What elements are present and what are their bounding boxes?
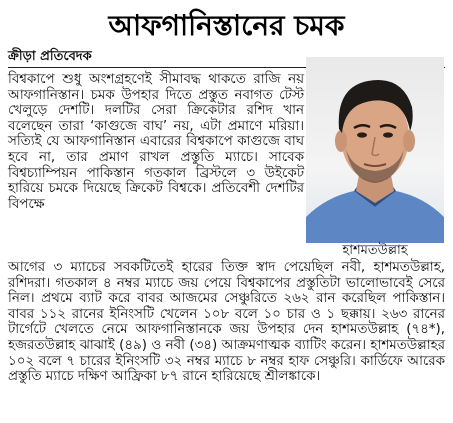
player-portrait-image (306, 57, 444, 243)
article-column-text: বিশ্বকাপে শুধু অংশগ্রহণেই সীমাবদ্ধ থাকতে রাজি নয় আফগানিস্তান। চমক উপহার দিতে প্রস্তুত নবাগত টেস্ট খেলুড়ে দেশটি। দলটির সেরা ক্রিকেটার রশিদ খান বলেছেন তারা ‘কাগুজে বাঘ’ নয়, এটা প্রমাণে মরিয়া। সত্যিই যে আফগানিস্তান এবারের বিশ্বকাপে কাগুজে বাঘ হবে না, তার প্রমাণ রাখল প্রস্তুতি ম্যাচে। সাবেক বিশ্বচ্যাম্পিয়ন পাকিস্তান গতকাল ব্রিস্টলে ৩ উইকেট হারিয়ে চমকে দিয়েছে ক্রিকেট বিশ্বকে। প্রতিবেশী দেশটির বিপক্ষে (8, 72, 304, 212)
headline: আফগানিস্তানের চমক (108, 9, 345, 42)
photo-caption: হাশমতউল্লাহ (342, 243, 408, 258)
article-full-width-text: আগের ৩ ম্যাচের সবকটিতেই হারের তিক্ত স্বাদ পেয়েছিল নবী, হাশমতউল্লাহ, রশিদরা। গতকাল ৪ নম্বর ম্যাচে জয় পেয়ে বিশ্বকাপের প্রস্তুতিটা ভালোভাবেই সেরে নিল। প্রথমে ব্যাট করে বাবর আজমের সেঞ্চুরিতে ২৬২ রান করেছিল পাকিস্তান। বাবর ১১২ রানের ইনিংসটি খেলেন ১০৮ বলে ১০ চার ও ১ ছক্কায়। ২৬৩ রানের টার্গেটে খেলতে নেমে আফগানিস্তানকে জয় উপহার দেন হাশমতউল্লাহ (৭৪*), হজরতউল্লাহ ঝাঝাই (৪৯) ও নবী (৩৪) আক্রমণাত্মক ব্যাটিং করেন। হাশমতউল্লাহর ১০২ বলে ৭ চারের ইনিংসটি ৩২ নম্বর ম্যাচে ৮ নম্বর হাফ সেঞ্চুরি। কার্ডিফে আরেক প্রস্তুতি ম্যাচে দক্ষিণ আফ্রিকা ৮৭ রানে হারিয়েছে শ্রীলঙ্কাকে। (8, 260, 445, 385)
player-photo (306, 57, 444, 243)
byline: ক্রীড়া প্রতিবেদক (8, 49, 92, 64)
